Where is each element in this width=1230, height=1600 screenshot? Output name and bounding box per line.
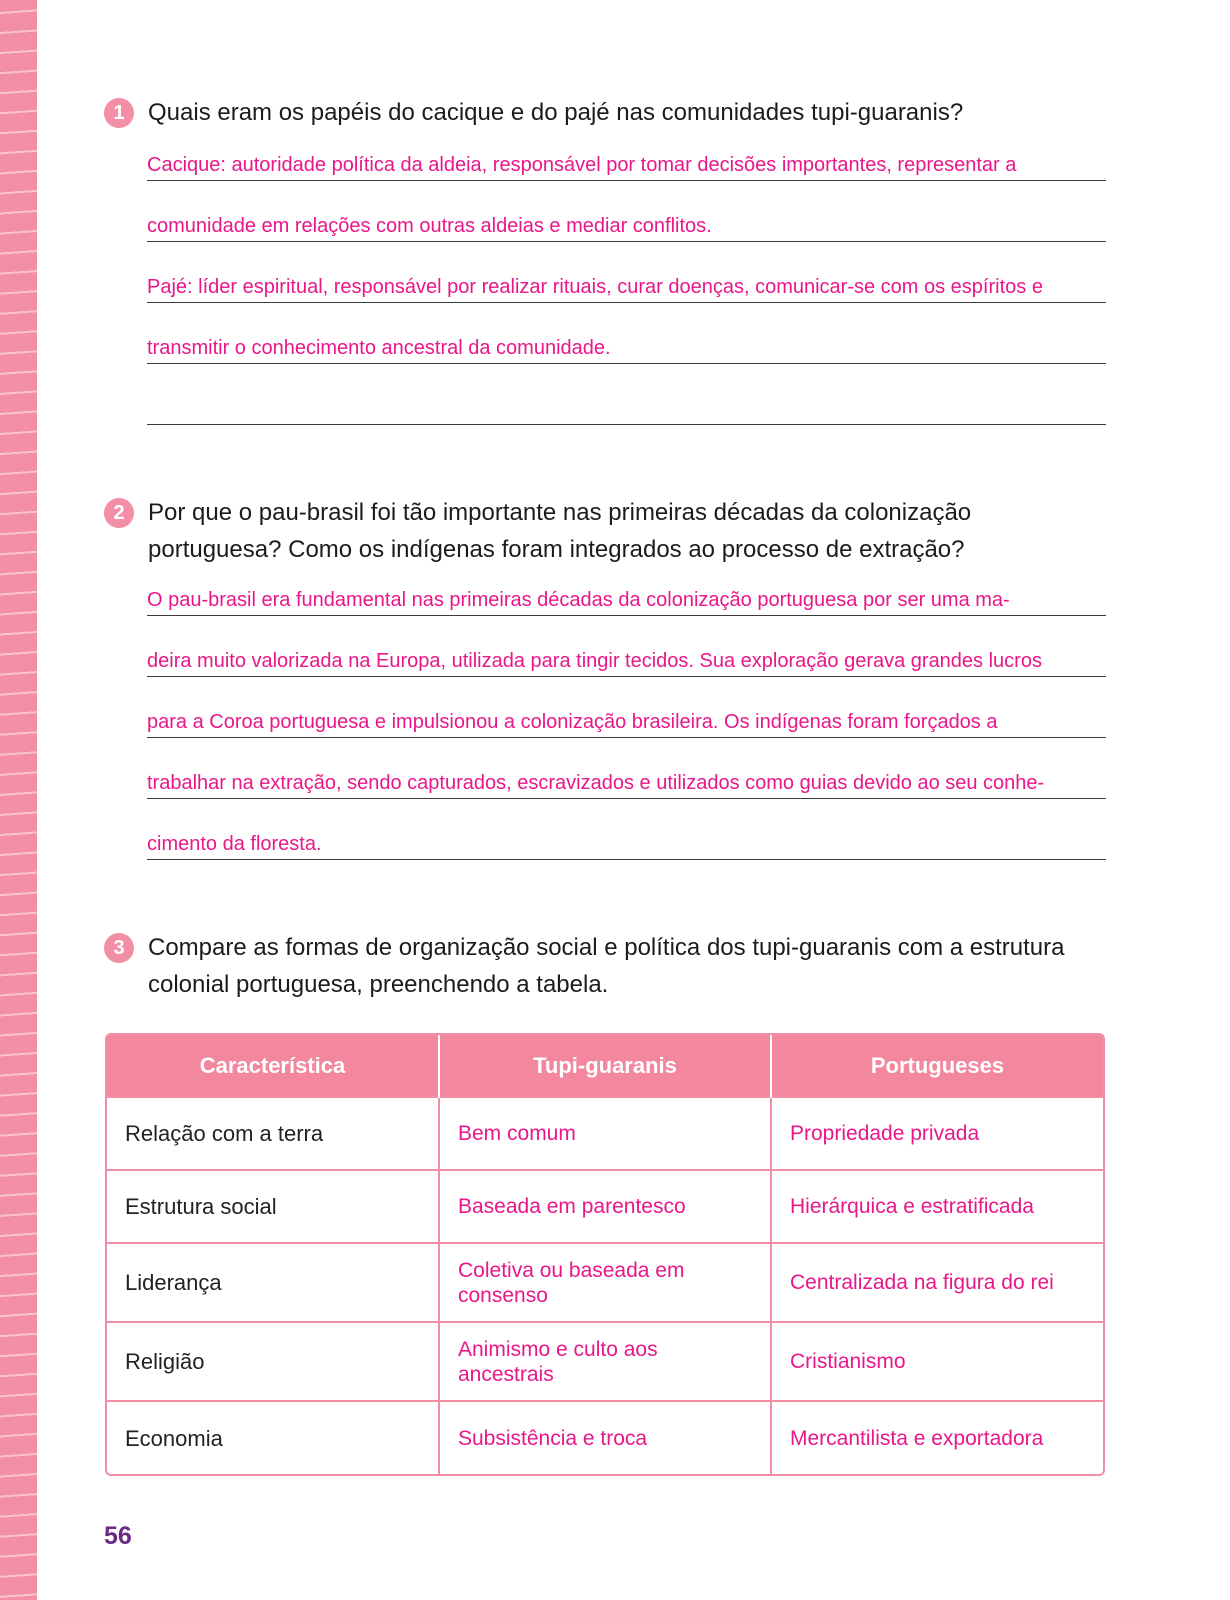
answer-text: comunidade em relações com outras aldeias e mediar conflitos. bbox=[147, 215, 712, 237]
question-number-badge: 3 bbox=[104, 933, 134, 963]
column-header: Tupi-guaranis bbox=[439, 1035, 771, 1097]
question-number-badge: 2 bbox=[104, 498, 134, 528]
answer-text: deira muito valorizada na Europa, utilizada para tingir tecidos. Sua exploração gerava grandes lucros bbox=[147, 650, 1042, 672]
answer-lines-1 bbox=[147, 120, 1106, 425]
row-label: Liderança bbox=[107, 1243, 439, 1322]
answer-text: transmitir o conhecimento ancestral da comunidade. bbox=[147, 337, 611, 359]
question-text: Quais eram os papéis do cacique e do pajé nas comunidades tupi-guaranis? bbox=[148, 99, 964, 126]
answer-line bbox=[147, 303, 1106, 364]
table-row bbox=[107, 1170, 1103, 1243]
answer-line bbox=[147, 677, 1106, 738]
row-label: Estrutura social bbox=[107, 1170, 439, 1243]
answer-cell: Bem comum bbox=[439, 1097, 771, 1170]
answer-line bbox=[147, 120, 1106, 181]
question-text: Compare as formas de organização social e política dos tupi-guaranis com a estrutura colonial portuguesa, preenchendo a tabela. bbox=[148, 934, 1065, 998]
answer-cell: Cristianismo bbox=[771, 1322, 1103, 1401]
column-header: Portugueses bbox=[771, 1035, 1103, 1097]
question-text: Por que o pau-brasil foi tão importante nas primeiras décadas da colonização portuguesa? Como os indígenas foram integrados ao processo de extração? bbox=[148, 499, 972, 563]
answer-text: O pau-brasil era fundamental nas primeiras décadas da colonização portuguesa por ser uma ma- bbox=[147, 589, 1010, 611]
answer-text: Cacique: autoridade política da aldeia, responsável por tomar decisões importantes, representar a bbox=[147, 154, 1017, 176]
answer-text: Pajé: líder espiritual, responsável por realizar rituais, curar doenças, comunicar-se com os espíritos e bbox=[147, 276, 1043, 298]
question-3 bbox=[104, 929, 1094, 1003]
row-label: Religião bbox=[107, 1322, 439, 1401]
question-number-badge: 1 bbox=[104, 98, 134, 128]
answer-cell: Mercantilista e exportadora bbox=[771, 1401, 1103, 1474]
answer-cell: Animismo e culto aos ancestrais bbox=[439, 1322, 771, 1401]
table-row bbox=[107, 1097, 1103, 1170]
table-row bbox=[107, 1401, 1103, 1474]
column-header: Característica bbox=[107, 1035, 439, 1097]
table-row bbox=[107, 1322, 1103, 1401]
answer-cell: Coletiva ou baseada em consenso bbox=[439, 1243, 771, 1322]
answer-line bbox=[147, 616, 1106, 677]
table-header-row bbox=[107, 1035, 1103, 1097]
answer-cell: Hierárquica e estratificada bbox=[771, 1170, 1103, 1243]
answer-line bbox=[147, 738, 1106, 799]
answer-text: cimento da floresta. bbox=[147, 833, 322, 855]
answer-line bbox=[147, 242, 1106, 303]
answer-cell: Propriedade privada bbox=[771, 1097, 1103, 1170]
answer-lines-2 bbox=[147, 555, 1106, 860]
table-row bbox=[107, 1243, 1103, 1322]
answer-line bbox=[147, 181, 1106, 242]
row-label: Economia bbox=[107, 1401, 439, 1474]
answer-line bbox=[147, 364, 1106, 425]
decorative-side-strip bbox=[0, 0, 37, 1600]
answer-line bbox=[147, 555, 1106, 616]
answer-cell: Baseada em parentesco bbox=[439, 1170, 771, 1243]
answer-text: para a Coroa portuguesa e impulsionou a colonização brasileira. Os indígenas foram forçados a bbox=[147, 711, 998, 733]
answer-text: trabalhar na extração, sendo capturados, escravizados e utilizados como guias devido ao seu conhe- bbox=[147, 772, 1045, 794]
page-number: 56 bbox=[104, 1522, 132, 1550]
row-label: Relação com a terra bbox=[107, 1097, 439, 1170]
comparison-table bbox=[105, 1033, 1105, 1476]
answer-cell: Centralizada na figura do rei bbox=[771, 1243, 1103, 1322]
answer-cell: Subsistência e troca bbox=[439, 1401, 771, 1474]
answer-line bbox=[147, 799, 1106, 860]
